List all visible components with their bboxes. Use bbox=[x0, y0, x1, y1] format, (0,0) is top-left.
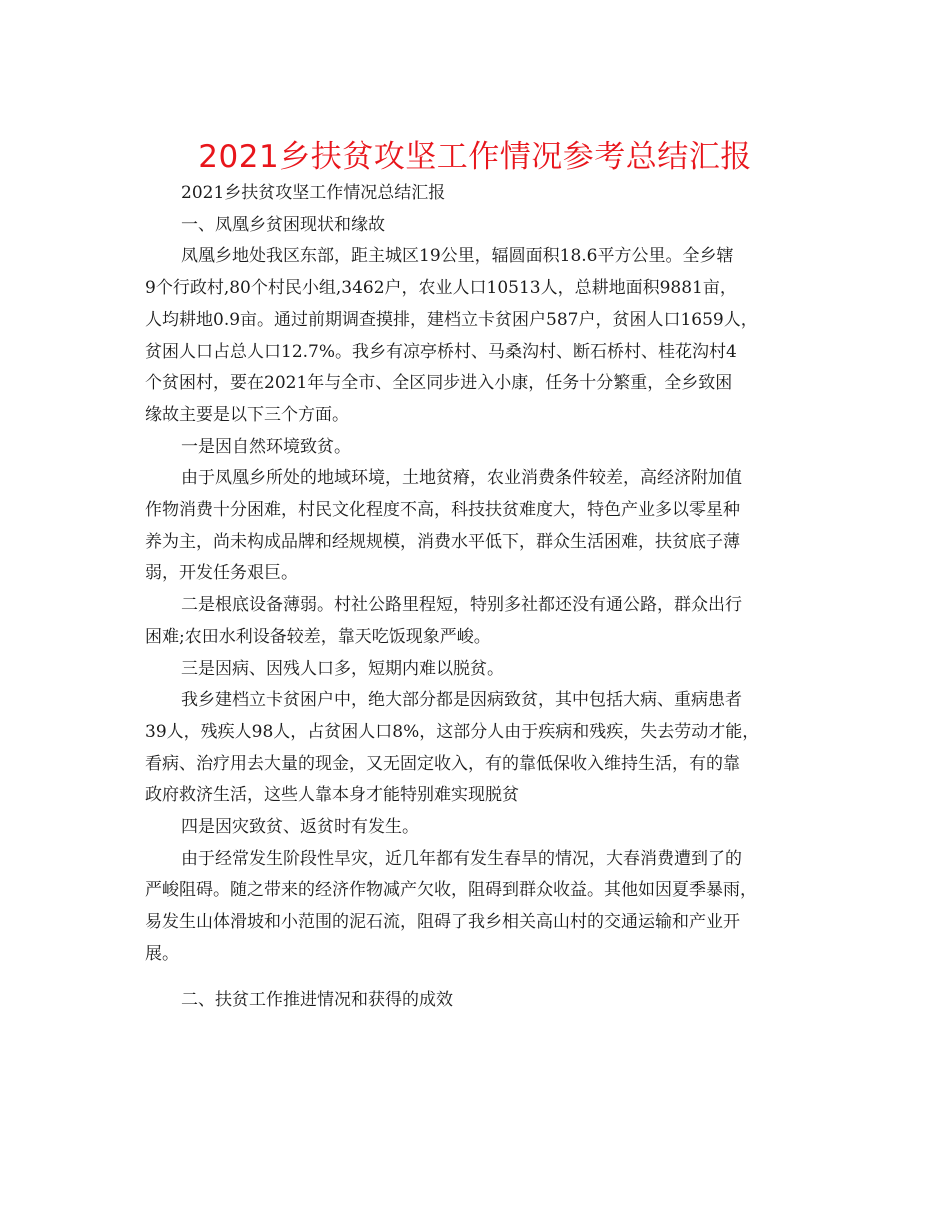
document-body bbox=[145, 178, 813, 1016]
subheading-line: 三是因病、因残人口多，短期内难以脱贫。 bbox=[181, 658, 504, 679]
section-heading: 一、凤凰乡贫困现状和缘故 bbox=[181, 214, 385, 235]
paragraph-line: 凤凰乡地处我区东部，距主城区19公里，辐圆面积18.6平方公里。全乡辖 bbox=[181, 246, 734, 267]
paragraph-line: 由于凤凰乡所处的地域环境，土地贫瘠，农业消费条件较差，高经济附加值 bbox=[181, 468, 742, 489]
paragraph-line: 39人，残疾人98人，占贫困人口8%，这部分人由于疾病和残疾，失去劳动才能， bbox=[145, 721, 760, 742]
paragraph-line: 易发生山体滑坡和小范围的泥石流，阻碍了我乡相关高山村的交通运输和产业开 bbox=[145, 912, 740, 933]
paragraph-line: 弱，开发任务艰巨。 bbox=[145, 563, 298, 584]
paragraph-line: 贫困人口占总人口12.7%。我乡有凉亭桥村、马桑沟村、断石桥村、桂花沟村4 bbox=[145, 341, 737, 362]
paragraph-line: 缘故主要是以下三个方面。 bbox=[145, 404, 349, 425]
paragraph-line: 个贫困村，要在2021年与全市、全区同步进入小康，任务十分繁重，全乡致困 bbox=[145, 373, 733, 394]
document-title: 2021乡扶贫攻坚工作情况参考总结汇报 bbox=[198, 139, 752, 175]
paragraph-line: 养为主，尚未构成品牌和经规规模，消费水平低下，群众生活困难，扶贫底子薄 bbox=[145, 531, 740, 552]
paragraph-line: 看病、治疗用去大量的现金，又无固定收入，有的靠低保收入维持生活，有的靠 bbox=[145, 753, 740, 774]
subheading-line: 四是因灾致贫、返贫时有发生。 bbox=[181, 817, 419, 838]
subheading-line: 一是因自然环境致贫。 bbox=[181, 436, 351, 457]
section-gap bbox=[145, 971, 813, 985]
paragraph-line: 政府救济生活，这些人靠本身才能特别难实现脱贫 bbox=[145, 785, 519, 806]
section-heading: 二、扶贫工作推进情况和获得的成效 bbox=[181, 989, 453, 1010]
paragraph-line: 展。 bbox=[145, 943, 179, 964]
paragraph-line: 困难;农田水利设备较差，靠天吃饭现象严峻。 bbox=[145, 626, 491, 647]
paragraph-line: 人均耕地0.9亩。通过前期调查摸排，建档立卡贫困户587户，贫困人口1659人， bbox=[145, 309, 758, 330]
paragraph-line: 二是根底设备薄弱。村社公路里程短，特别多社都还没有通公路，群众出行 bbox=[181, 595, 742, 616]
paragraph-line: 严峻阻碍。随之带来的经济作物减产欠收，阻碍到群众收益。其他如因夏季暴雨， bbox=[145, 880, 757, 901]
paragraph-line: 我乡建档立卡贫困户中，绝大部分都是因病致贫，其中包括大病、重病患者 bbox=[181, 690, 742, 711]
subtitle-line: 2021乡扶贫攻坚工作情况总结汇报 bbox=[181, 183, 446, 203]
paragraph-line: 由于经常发生阶段性旱灾，近几年都有发生春旱的情况，大春消费遭到了的 bbox=[181, 848, 742, 869]
paragraph-line: 作物消费十分困难，村民文化程度不高，科技扶贫难度大，特色产业多以零星种 bbox=[145, 500, 740, 521]
paragraph-line: 9个行政村,80个村民小组,3462户，农业人口10513人，总耕地面积9881亩， bbox=[145, 278, 737, 299]
